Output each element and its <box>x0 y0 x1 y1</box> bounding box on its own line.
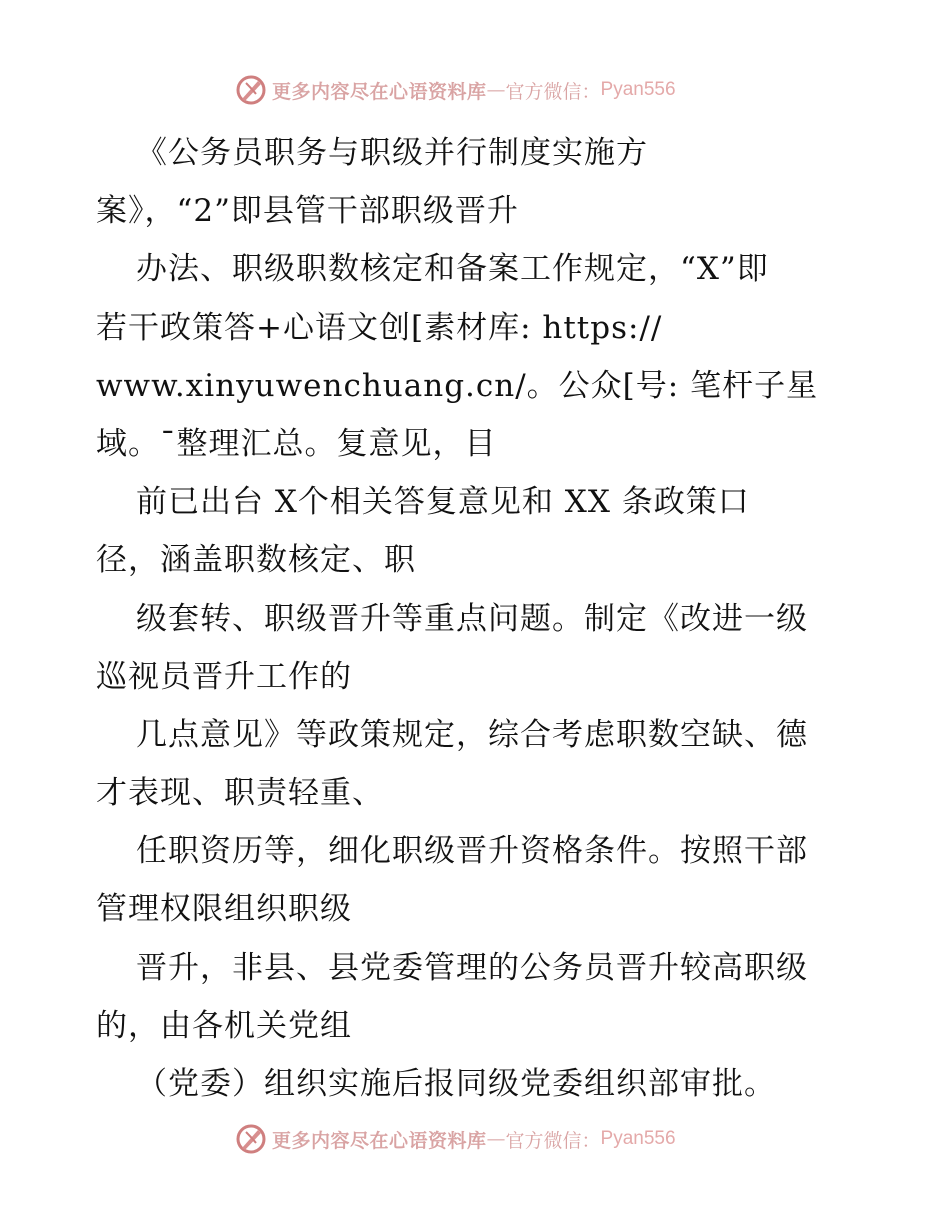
text-line: 几点意见》等政策规定，综合考虑职数空缺、德 <box>136 716 808 753</box>
footer-watermark <box>234 1121 676 1157</box>
text-line: 办法、职级职数核定和备案工作规定，“X”即 <box>136 251 769 288</box>
watermark-wechat-id: Pyan556 <box>600 1128 676 1149</box>
text-line: 任职资历等，细化职级晋升资格条件。按照干部 <box>136 833 808 870</box>
watermark-sub-text: 官方微信： <box>505 80 601 103</box>
quill-pen-logo-icon <box>234 73 268 107</box>
watermark-main-text: 更多内容尽在心语资料库 <box>272 1129 487 1152</box>
text-line: 级套转、职级晋升等重点问题。制定《改进一级 <box>136 600 808 637</box>
text-line: 前已出台 X个相关答复意见和 XX 条政策口 <box>136 484 750 521</box>
text-line: 才表现、职责轻重、 <box>96 775 384 812</box>
document-body <box>96 124 866 1113</box>
text-line: 管理权限组织职级 <box>96 891 352 928</box>
text-line: 晋升，非县、县党委管理的公务员晋升较高职级 <box>136 949 808 986</box>
text-line: 巡视员晋升工作的 <box>96 658 352 695</box>
text-line: www.xinyuwenchuang.cn/。公众[号: 笔杆子星 <box>96 367 819 404</box>
quill-pen-logo-icon <box>234 1122 268 1156</box>
text-line: 域。¯整理汇总。复意见，目 <box>96 425 497 462</box>
text-line: （党委）组织实施后报同级党委组织部审批。 <box>136 1066 776 1102</box>
watermark-main-text: 更多内容尽在心语资料库 <box>272 80 487 103</box>
text-line: 径，涵盖职数核定、职 <box>96 542 416 579</box>
text-line: 《公务员职务与职级并行制度实施方 <box>136 135 648 171</box>
text-line: 案》，“2”即县管干部职级晋升 <box>96 193 519 230</box>
text-line: 的，由各机关党组 <box>96 1007 352 1044</box>
watermark-wechat-id: Pyan556 <box>600 79 676 100</box>
watermark-separator: — <box>486 1128 506 1150</box>
watermark-sub-text: 官方微信： <box>505 1129 601 1152</box>
header-watermark <box>234 72 676 108</box>
watermark-separator: — <box>486 79 506 101</box>
text-line: 若干政策答+心语文创[素材库: https:// <box>96 309 663 346</box>
